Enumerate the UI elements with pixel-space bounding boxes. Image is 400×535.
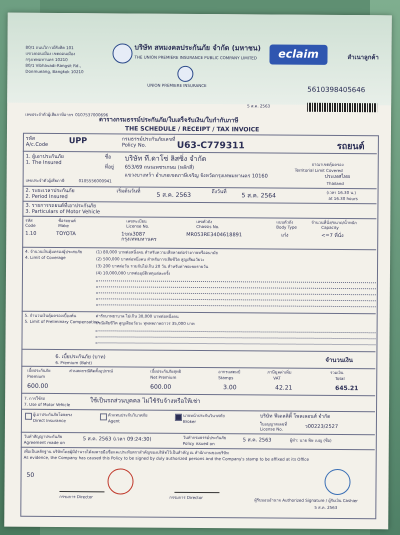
- insured-id-label: เลขประจำตัวผู้เสียภาษี: [25, 177, 65, 184]
- period-from-label: เริ่มต้นวันที่: [116, 188, 141, 195]
- agent-checkbox: [100, 413, 107, 420]
- broker-label-en: Broker: [182, 418, 196, 424]
- coverage-line: (4) 10,000,000 บาทต่ออุบัติเหตุแต่ละครั้ง: [95, 270, 171, 276]
- policy-category: รถยนต์: [336, 141, 365, 153]
- vehicle-label-en: 3. Particulars of Motor Vehicle: [25, 208, 101, 216]
- premium-header: ภาษีมูลค่าเพิ่ม: [267, 369, 292, 375]
- footer-thai: เพื่อเป็นหลักฐาน บริษัทโดยผู้มีอำนาจได้ลงลายมือชื่อและประทับตราสำคัญของบริษัทไว้เป็นสำคัญ ณ สำนักงานของบริษัท: [23, 448, 229, 456]
- insured-label: 1. ผู้เอาประกันภัย: [25, 153, 64, 161]
- premium-label-en: 6. Premium (Baht): [55, 360, 92, 366]
- company-seal-icon: [177, 66, 193, 82]
- address-label: ที่อยู่: [104, 164, 114, 171]
- direct-label: ผู้เอาประกันภัยโดยตรง: [32, 411, 73, 418]
- vehicle-header-en: Body Type: [276, 224, 297, 230]
- insured-name-label: ชื่อ: [104, 154, 112, 161]
- address-value: 653/69 ถนนเพชรเกษม (หลักสี่): [124, 164, 195, 171]
- policy-document: [4, 13, 392, 530]
- period-to: 5 ส.ค. 2564: [241, 192, 276, 200]
- vehicle-code: 1.10: [25, 230, 37, 237]
- period-from: 5 ส.ค. 2563: [156, 191, 191, 199]
- title-thai: ตารางกรมธรรม์ประกันภัย/ใบเสร็จรับเงิน/ใบกำกับภาษี: [99, 116, 239, 125]
- prelim-label: 5. จำนวนเงินคุ้มครองเบื้องต้น: [24, 312, 77, 319]
- agreement-label-en: Agreement made on: [23, 439, 65, 446]
- copy-label: สำเนาลูกค้า: [347, 54, 379, 62]
- authorized-caption: ผู้รับมอบอำนาจ Authorized Signature / ผู้รับเงิน Cashier: [254, 497, 358, 504]
- tax-id: 0107537000696: [75, 112, 109, 118]
- premium-header-en: Stamps: [218, 375, 234, 381]
- territory-label-en: Territorial Limit Covered: [294, 167, 343, 174]
- period-time: (เวลา 16.30 น.): [326, 189, 357, 196]
- direct-label-en: Direct Insurance: [32, 417, 66, 424]
- vehicle-capacity: <=7 ที่นั่ง: [321, 232, 344, 240]
- broker-name: บริษัท ฟีเดลลิตี้ โพลเลอนส์ จำกัด: [259, 413, 331, 420]
- insured-id: 0105556000941: [78, 178, 112, 184]
- license-label: ใบอนุญาตเลขที่: [259, 421, 288, 427]
- coverage-line: (1) 80,000 บาทต่อหนึ่งคน สำหรับความเสียหายต่อร่างกายหรืออนามัย: [96, 249, 218, 256]
- premium-header: ส่วนลดกรณีติดตั้งอุปกรณ์: [69, 368, 114, 374]
- address-line: 80/1 ถนนวิภาวดีรังสิต 101: [25, 44, 74, 51]
- vehicle-chassis: MR053RE3404618891: [186, 231, 243, 239]
- premium-label: 6. เบี้ยประกันภัย (บาท): [55, 354, 106, 361]
- tax-id-prefix: เลขประจำตัวผู้เสียภาษีอากร: [25, 111, 74, 118]
- issued-label: วันทำกรมธรรม์ประกันภัย: [182, 434, 227, 441]
- territory-label: อาณาเขตคุ้มครอง: [311, 161, 344, 168]
- vehicle-header: ชื่อรถยนต์: [58, 218, 76, 224]
- address-line: Donmueang, Bangkok 10210: [25, 68, 84, 75]
- usage-label: 7. การใช้รถ: [24, 395, 46, 401]
- vehicle-header-en: Make: [58, 223, 69, 229]
- license-label-en: License No.: [259, 426, 283, 432]
- premium-header-en: Net Premium: [150, 374, 177, 380]
- barcode: [307, 103, 377, 112]
- issued-by: ผู้ทำ: นาย พิษ เบญ (ชื่อ): [289, 437, 332, 443]
- company-sub: UNION PREMIERE INSURANCE: [147, 82, 207, 89]
- code-value: UPP: [68, 136, 88, 146]
- prelim-line: ค่ารักษาพยาบาล ไม่เกิน 30,000 บาทต่อหนึ่งคน: [95, 313, 179, 319]
- premium-header-en: Total: [335, 375, 345, 382]
- premium-header: อากรแสตมป์: [218, 369, 241, 375]
- director-caption-1: กรรมการ Director: [59, 494, 93, 500]
- vehicle-header: เลขทะเบียน: [126, 218, 147, 224]
- agent-label: ตัวแทนประกันวินาศภัย: [107, 412, 148, 418]
- period-label-en: 2. Period Insured: [25, 193, 68, 201]
- signature-date: 5 ส.ค. 2563: [314, 504, 338, 510]
- title-en: THE SCHEDULE / RECEIPT / TAX INVOICE: [124, 125, 260, 134]
- usage-label-en: 7. Use of Motor Vehicle: [24, 401, 71, 408]
- vehicle-header: เลขตัวถัง: [196, 218, 213, 225]
- period-label: 2. ระยะเวลาประกันภัย: [25, 187, 75, 195]
- premium-header: เบี้ยประกันภัย: [27, 367, 51, 373]
- broker-label: นายหน้าประกันวินาศภัย: [182, 412, 225, 419]
- cashier-stamp: [324, 469, 350, 495]
- prelim-line: กรณีเสียชีวิต สูญเสียอวัยวะ ทุพพลภาพถาวร 35,000 บาท: [95, 320, 195, 326]
- vehicle-header-en: Chassis No.: [196, 223, 220, 230]
- vehicle-header: แบบตัวถัง: [276, 219, 294, 225]
- net-premium-value: 600.00: [150, 383, 172, 391]
- vehicle-body: เก๋ง: [281, 232, 289, 239]
- premium-header: รวมเงิน: [330, 369, 344, 376]
- page-number: 50: [26, 471, 35, 479]
- period-to-label: ถึงวันที่: [211, 189, 227, 196]
- vehicle-license: 1ขณ3087 กรุงเทพมหานคร: [121, 231, 157, 243]
- code-label-en: A/c.Code: [25, 141, 49, 148]
- agreement-label: วันทำสัญญาประกันภัย: [23, 433, 63, 440]
- address-value-2: แขวงบางหว้า อำเภอเขตภาษีเจริญ จังหวัดกรุงเทพมหานคร 10160: [124, 172, 268, 180]
- insured-label-en: 1. The Insured: [25, 159, 62, 167]
- company-name-en: THE UNION PREMIERE INSURANCE PUBLIC COMPANY LIMITED: [134, 54, 257, 61]
- vehicle-header-en: Capacity: [321, 224, 339, 230]
- agreement-date: 5 ส.ค. 2563 (เวลา 09:24:30): [82, 436, 152, 443]
- address-line: แขวงดอนเมือง เขตดอนเมือง: [25, 50, 76, 57]
- company-stamp: [107, 468, 133, 494]
- license-number: ว00223/2527: [304, 423, 339, 430]
- premium-header-en: VAT: [273, 375, 281, 381]
- broker-checkbox: [175, 414, 182, 421]
- total-value: 645.21: [335, 384, 359, 393]
- vehicle-make: TOYOTA: [56, 231, 76, 238]
- territory-value-en: Thailand: [326, 180, 344, 187]
- coverage-line: (2) 500,000 บาทต่อหนึ่งคน สำหรับการเสียชีวิต สูญเสียอวัยวะ: [96, 256, 205, 263]
- premium-total-label: จำนวนเงิน: [325, 356, 353, 365]
- issued-date: 5 ส.ค. 2563: [242, 437, 272, 444]
- eclaim-logo: eclaim: [269, 44, 327, 64]
- company-logo: [112, 43, 132, 63]
- period-time-en: at 16.30 hours: [328, 195, 358, 202]
- company-name-thai: บริษัท สหมงคลประกันภัย จำกัด (มหาชน): [134, 43, 261, 53]
- director-caption-2: กรรมการ Director: [169, 494, 203, 501]
- policy-number: U63-C779311: [176, 140, 245, 152]
- usage-value: ใช้เป็นรถส่วนบุคคล ไม่ใช้รับจ้างหรือให้เช่า: [90, 397, 201, 406]
- agent-label-en: Agent: [107, 418, 120, 424]
- document-number: 5610398405646: [307, 85, 366, 95]
- vehicle-header: รหัส: [25, 217, 33, 223]
- coverage-label: 4. จำนวนเงินคุ้มครองผู้ประสบภัย: [25, 248, 83, 255]
- direct-checkbox: [25, 413, 32, 420]
- insured-name: บริษัท ที.ดาโซ่ ลิสซิ่ง จำกัด: [124, 154, 207, 164]
- premium-header-en: Premium: [27, 373, 46, 379]
- date-printed: 5 ส.ค. 2563: [247, 103, 271, 109]
- territory-value: ประเทศไทย: [324, 173, 351, 181]
- vehicle-header-en: License No.: [126, 223, 150, 229]
- premium-value: 600.00: [27, 382, 49, 390]
- stamps-value: 3.00: [223, 384, 237, 392]
- prelim-label-en: 5. Limit of Preliminary Compensation: [24, 318, 99, 325]
- vehicle-header-en: Code: [25, 222, 36, 228]
- code-label: รหัส: [25, 135, 35, 142]
- issued-label-en: Policy issued on: [182, 440, 215, 447]
- policy-no-label-en: Policy No.: [121, 142, 147, 149]
- address-line: 80/1 Vibhavadi-Rangsit Rd.,: [25, 62, 82, 69]
- policy-no-label: กรมธรรม์ประกันภัยเลขที่: [121, 136, 176, 143]
- footer-en: As evidence, the Company has caused this Policy to be signed by duly authorized persons and the Company's stamp to be affixed at its Office: [23, 454, 310, 462]
- vat-value: 42.21: [275, 384, 293, 392]
- coverage-line: (3) 200 บาทต่อวัน รวมกันไม่เกิน 20 วัน สำหรับค่าชดเชยรายวัน: [96, 263, 209, 270]
- vehicle-label: 3. รายการรถยนต์ที่เอาประกันภัย: [25, 202, 97, 210]
- address-line: กรุงเทพมหานคร 10210: [25, 56, 68, 63]
- coverage-label-en: 4. Limit of Coverage: [25, 254, 66, 261]
- vehicle-header: จำนวนที่นั่ง/ขนาด/น้ำหนัก: [311, 219, 357, 226]
- premium-header: เบี้ยประกันภัยสุทธิ: [150, 368, 182, 374]
